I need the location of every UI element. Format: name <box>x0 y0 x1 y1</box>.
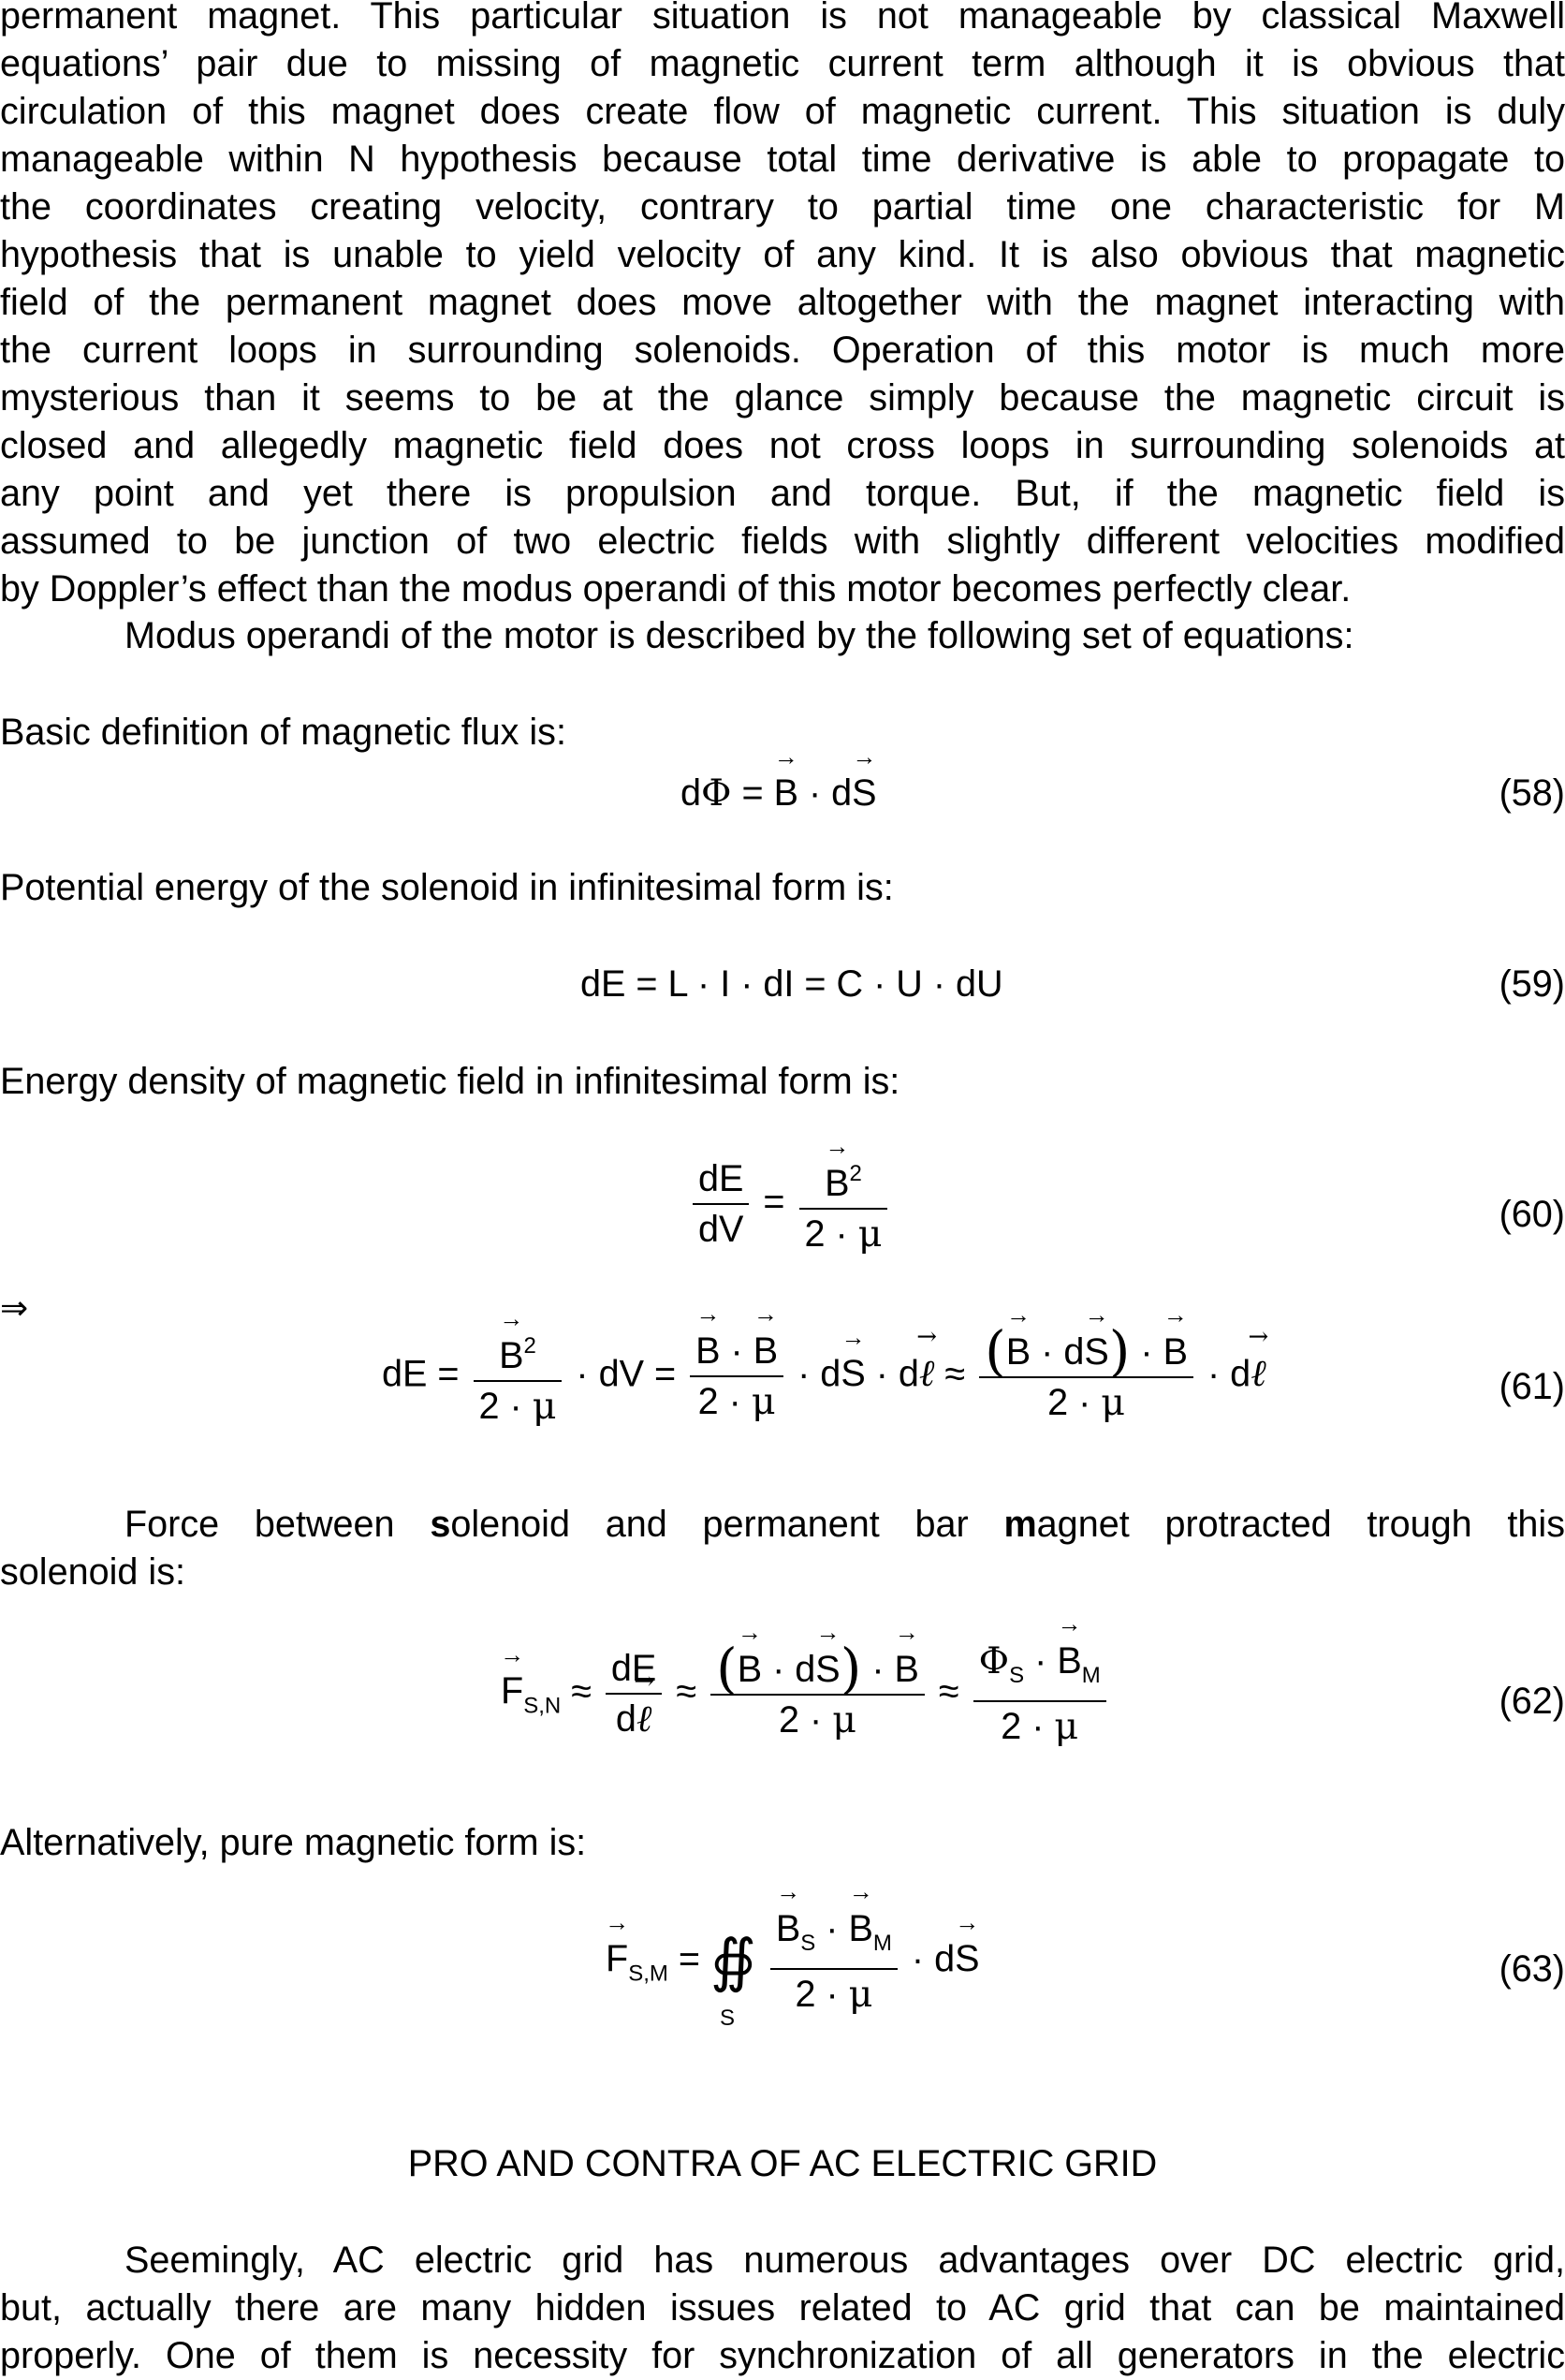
alternative-form-intro: Alternatively, pure magnetic form is: <box>0 1822 587 1863</box>
text-line: mysterious than it seems to be at the glance simply because the magnetic circuit is <box>0 377 1565 419</box>
fraction: $\frac{dE}{dV}$ <box>693 1154 749 1254</box>
text-line: field of the permanent magnet does move altogether with the magnet interacting with <box>0 282 1565 323</box>
potential-energy-intro: Potential energy of the solenoid in infinitesimal form is: <box>0 867 894 908</box>
text-line: Seemingly, AC electric grid has numerous advantages over DC electric grid, <box>124 2240 1565 2281</box>
fraction: → $\frac{B^2}{2 \cdot \mu}$ <box>799 1150 888 1258</box>
equation-number: (60) <box>1499 1194 1565 1235</box>
flux-intro: Basic definition of magnetic flux is: <box>0 712 566 753</box>
text-line: the coordinates creating velocity, contrary to partial time one characteristic for M <box>0 186 1565 228</box>
equation-63-body: → $F_{S,M}$ = ∯ S → $\frac{B_S \cdot \to B_M}{2 \cdot \mu}$ · d→ S <box>606 1904 980 2019</box>
text-line: by Doppler’s effect than the modus operandi of this motor becomes perfectly clear. <box>0 568 1352 610</box>
text-line: but, actually there are many hidden issues related to AC grid that can be maintained <box>0 2287 1565 2329</box>
text-line: Force between solenoid and permanent bar magnet protracted trough this <box>124 1504 1565 1545</box>
text-line: the current loops in surrounding solenoids. Operation of this motor is much more <box>0 330 1565 371</box>
text-line: solenoid is: <box>0 1551 186 1593</box>
equation-number: (59) <box>1499 963 1565 1005</box>
equation-61-body: dE = → $\frac{B^2}{2 \cdot \mu}$ · dV = → $\frac{B \cdot \to B}{2 \cdot \mu}$ · d→ S · d→ ℓ ≈ $\frac{(\to B \cdot d\to S) \cdot \to B}{2 \cdot \mu}$ · d→ ℓ <box>382 1322 1266 1431</box>
text-line: properly. One of them is necessity for synchronization of all generators in the electric <box>0 2335 1565 2376</box>
paragraph-motor-explanation <box>0 0 1565 613</box>
equation-62-body: → $F_{S,N}$ ≈ $\frac{dE}{\text{d→ ℓ}}$ ≈ $\frac{(\to B \cdot d\to S) \cdot \to B}{2 \cdot \mu}$ ≈ $\frac{\Phi_S \cdot \to B_M}{2 \cdot \mu}$ <box>501 1637 1110 1751</box>
fraction: $\frac{(\to B \cdot d\to S) \cdot \to B}{2 \cdot \mu}$ <box>979 1327 1193 1427</box>
equation-number: (61) <box>1499 1366 1565 1407</box>
implies-symbol: ⇒ <box>0 1289 29 1328</box>
equation-number: (63) <box>1499 1948 1565 1990</box>
fraction: $\frac{\Phi_S \cdot \to B_M}{2 \cdot \mu}$ <box>973 1637 1106 1751</box>
equation-60-body: $\frac{dE}{dV}$ = → $\frac{B^2}{2 \cdot \mu}$ <box>689 1150 891 1258</box>
text-line: hypothesis that is unable to yield velocity of any kind. It is also obvious that magnetic <box>0 234 1565 275</box>
text-line: circulation of this magnet does create flow of magnetic current. This situation is duly <box>0 91 1565 132</box>
fraction: $\frac{dE}{\text{d→ ℓ}}$ <box>606 1644 662 1743</box>
text-line: manageable within N hypothesis because total time derivative is able to propagate to <box>0 139 1565 180</box>
fraction: $\frac{(\to B \cdot d\to S) \cdot \to B}{2 \cdot \mu}$ <box>710 1644 925 1744</box>
equation-59-body: dE = L · I · dI = C · U · dU <box>580 963 1003 1005</box>
paragraph-ac-grid <box>0 2237 1565 2380</box>
fraction: → $\frac{B \cdot \to B}{2 \cdot \mu}$ <box>690 1327 783 1426</box>
section-heading: PRO AND CONTRA OF AC ELECTRIC GRID <box>407 2143 1158 2184</box>
energy-density-intro: Energy density of magnetic field in infinitesimal form is: <box>0 1061 900 1102</box>
fraction: → $\frac{B_S \cdot \to B_M}{2 \cdot \mu}$ <box>770 1904 898 2019</box>
text-line: permanent magnet. This particular situation is not manageable by classical Maxwell <box>0 0 1565 37</box>
text-line: equations’ pair due to missing of magnetic current term although it is obvious that <box>0 43 1565 84</box>
modus-operandi-line: Modus operandi of the motor is described by the following set of equations: <box>124 615 1354 656</box>
surface-integral-symbol: ∯ S <box>709 1926 756 2032</box>
text-line: closed and allegedly magnetic field does not cross loops in surrounding solenoids at <box>0 425 1565 466</box>
equation-number: (62) <box>1499 1681 1565 1722</box>
equation-number: (58) <box>1499 772 1565 814</box>
equation-58-body: dΦ = → B · d→ S <box>680 770 877 817</box>
paragraph-force-intro <box>0 1501 1565 1596</box>
text-line: any point and yet there is propulsion and torque. But, if the magnetic field is <box>0 473 1565 514</box>
fraction: → $\frac{B^2}{2 \cdot \mu}$ <box>474 1322 563 1431</box>
text-line: assumed to be junction of two electric fields with slightly different velocities modified <box>0 521 1565 562</box>
